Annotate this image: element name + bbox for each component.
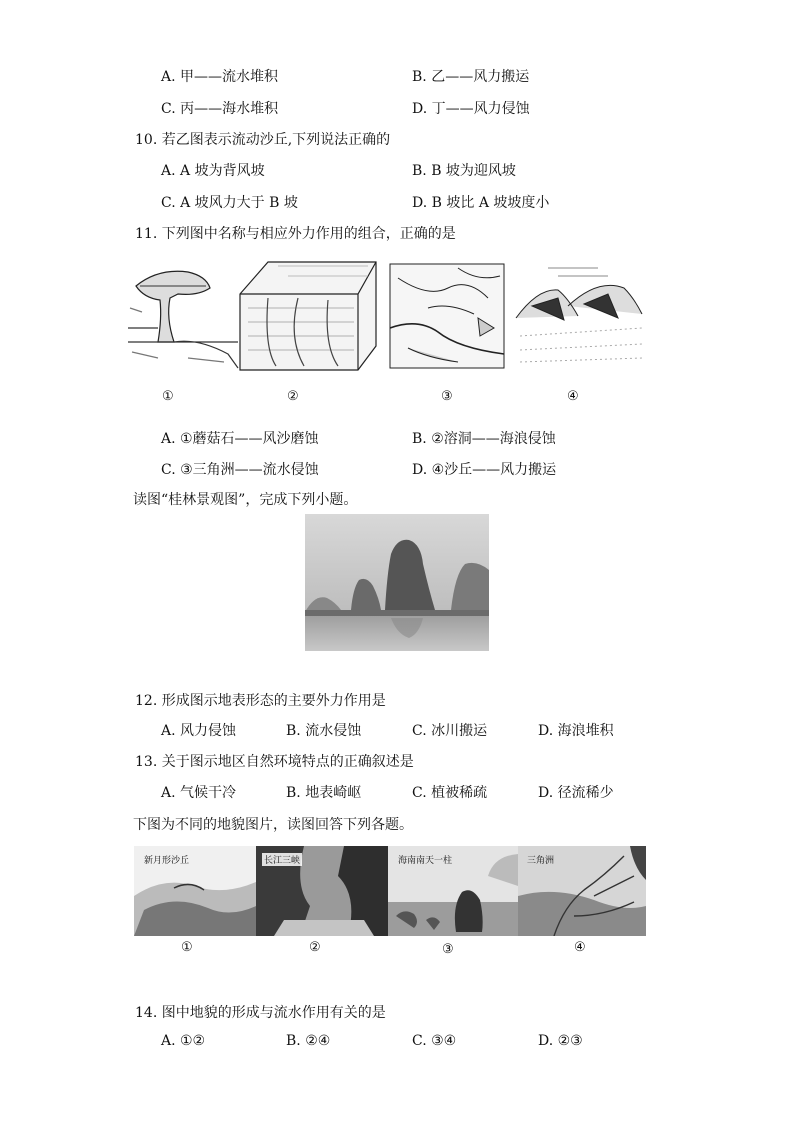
karst-cave-block-sketch [240,262,376,370]
caption-delta: 三角洲 [527,856,555,866]
q10-option-d[interactable]: D. B 坡比 A 坡坡度小 [412,195,550,211]
q9-option-d[interactable]: D. 丁——风力侵蚀 [412,101,530,117]
guilin-intro: 读图“桂林景观图”，完成下列小题。 [133,492,358,508]
landform-label-1: ① [181,940,193,955]
q10-option-a[interactable]: A. A 坡为背风坡 [161,163,265,179]
caption-crescent-dune: 新月形沙丘 [144,856,190,866]
q9-option-a[interactable]: A. 甲——流水堆积 [161,69,279,85]
landform-label-2: ② [309,940,321,955]
q11-label-1: ① [162,389,174,404]
q13-option-c[interactable]: C. 植被稀疏 [412,785,488,801]
q10-stem: 10. 若乙图表示流动沙丘,下列说法正确的 [135,132,391,148]
q9-option-c[interactable]: C. 丙——海水堆积 [161,101,279,117]
q11-stem: 11. 下列图中名称与相应外力作用的组合，正确的是 [135,226,456,242]
mushroom-rock-sketch [128,271,238,368]
delta-map-sketch [390,264,504,368]
q12-option-a[interactable]: A. 风力侵蚀 [161,723,237,739]
q10-option-b[interactable]: B. B 坡为迎风坡 [412,163,516,179]
q14-stem: 14. 图中地貌的形成与流水作用有关的是 [135,1005,386,1021]
q13-option-a[interactable]: A. 气候干冷 [161,785,237,801]
landform-label-4: ④ [574,940,586,955]
sand-dune-sketch [516,268,642,362]
q12-option-c[interactable]: C. 冰川搬运 [412,723,488,739]
q14-option-b[interactable]: B. ②④ [286,1033,331,1049]
q9-option-b[interactable]: B. 乙——风力搬运 [412,69,530,85]
landform-intro: 下图为不同的地貌图片，读图回答下列各题。 [133,817,413,833]
q11-label-2: ② [287,389,299,404]
q10-option-c[interactable]: C. A 坡风力大于 B 坡 [161,195,298,211]
caption-three-gorges: 长江三峡 [262,853,302,866]
q12-option-b[interactable]: B. 流水侵蚀 [286,723,362,739]
q11-option-a[interactable]: A. ①蘑菇石——风沙磨蚀 [161,431,319,447]
q13-option-d[interactable]: D. 径流稀少 [538,785,614,801]
q11-label-3: ③ [441,389,453,404]
guilin-landscape-photo [305,514,489,651]
q12-option-d[interactable]: D. 海浪堆积 [538,723,614,739]
q13-stem: 13. 关于图示地区自然环境特点的正确叙述是 [135,754,414,770]
q14-option-c[interactable]: C. ③④ [412,1033,457,1049]
q13-option-b[interactable]: B. 地表崎岖 [286,785,362,801]
q11-option-b[interactable]: B. ②溶洞——海浪侵蚀 [412,431,556,447]
landform-label-3: ③ [442,942,454,957]
q11-figures [128,258,648,376]
q11-label-4: ④ [567,389,579,404]
q14-option-a[interactable]: A. ①② [161,1033,206,1049]
q14-option-d[interactable]: D. ②③ [538,1033,583,1049]
q12-stem: 12. 形成图示地表形态的主要外力作用是 [135,693,386,709]
q11-option-c[interactable]: C. ③三角洲——流水侵蚀 [161,462,319,478]
q11-option-d[interactable]: D. ④沙丘——风力搬运 [412,462,557,478]
landform-photo-strip [134,846,646,936]
caption-nantianyizhu: 海南南天一柱 [398,856,453,866]
